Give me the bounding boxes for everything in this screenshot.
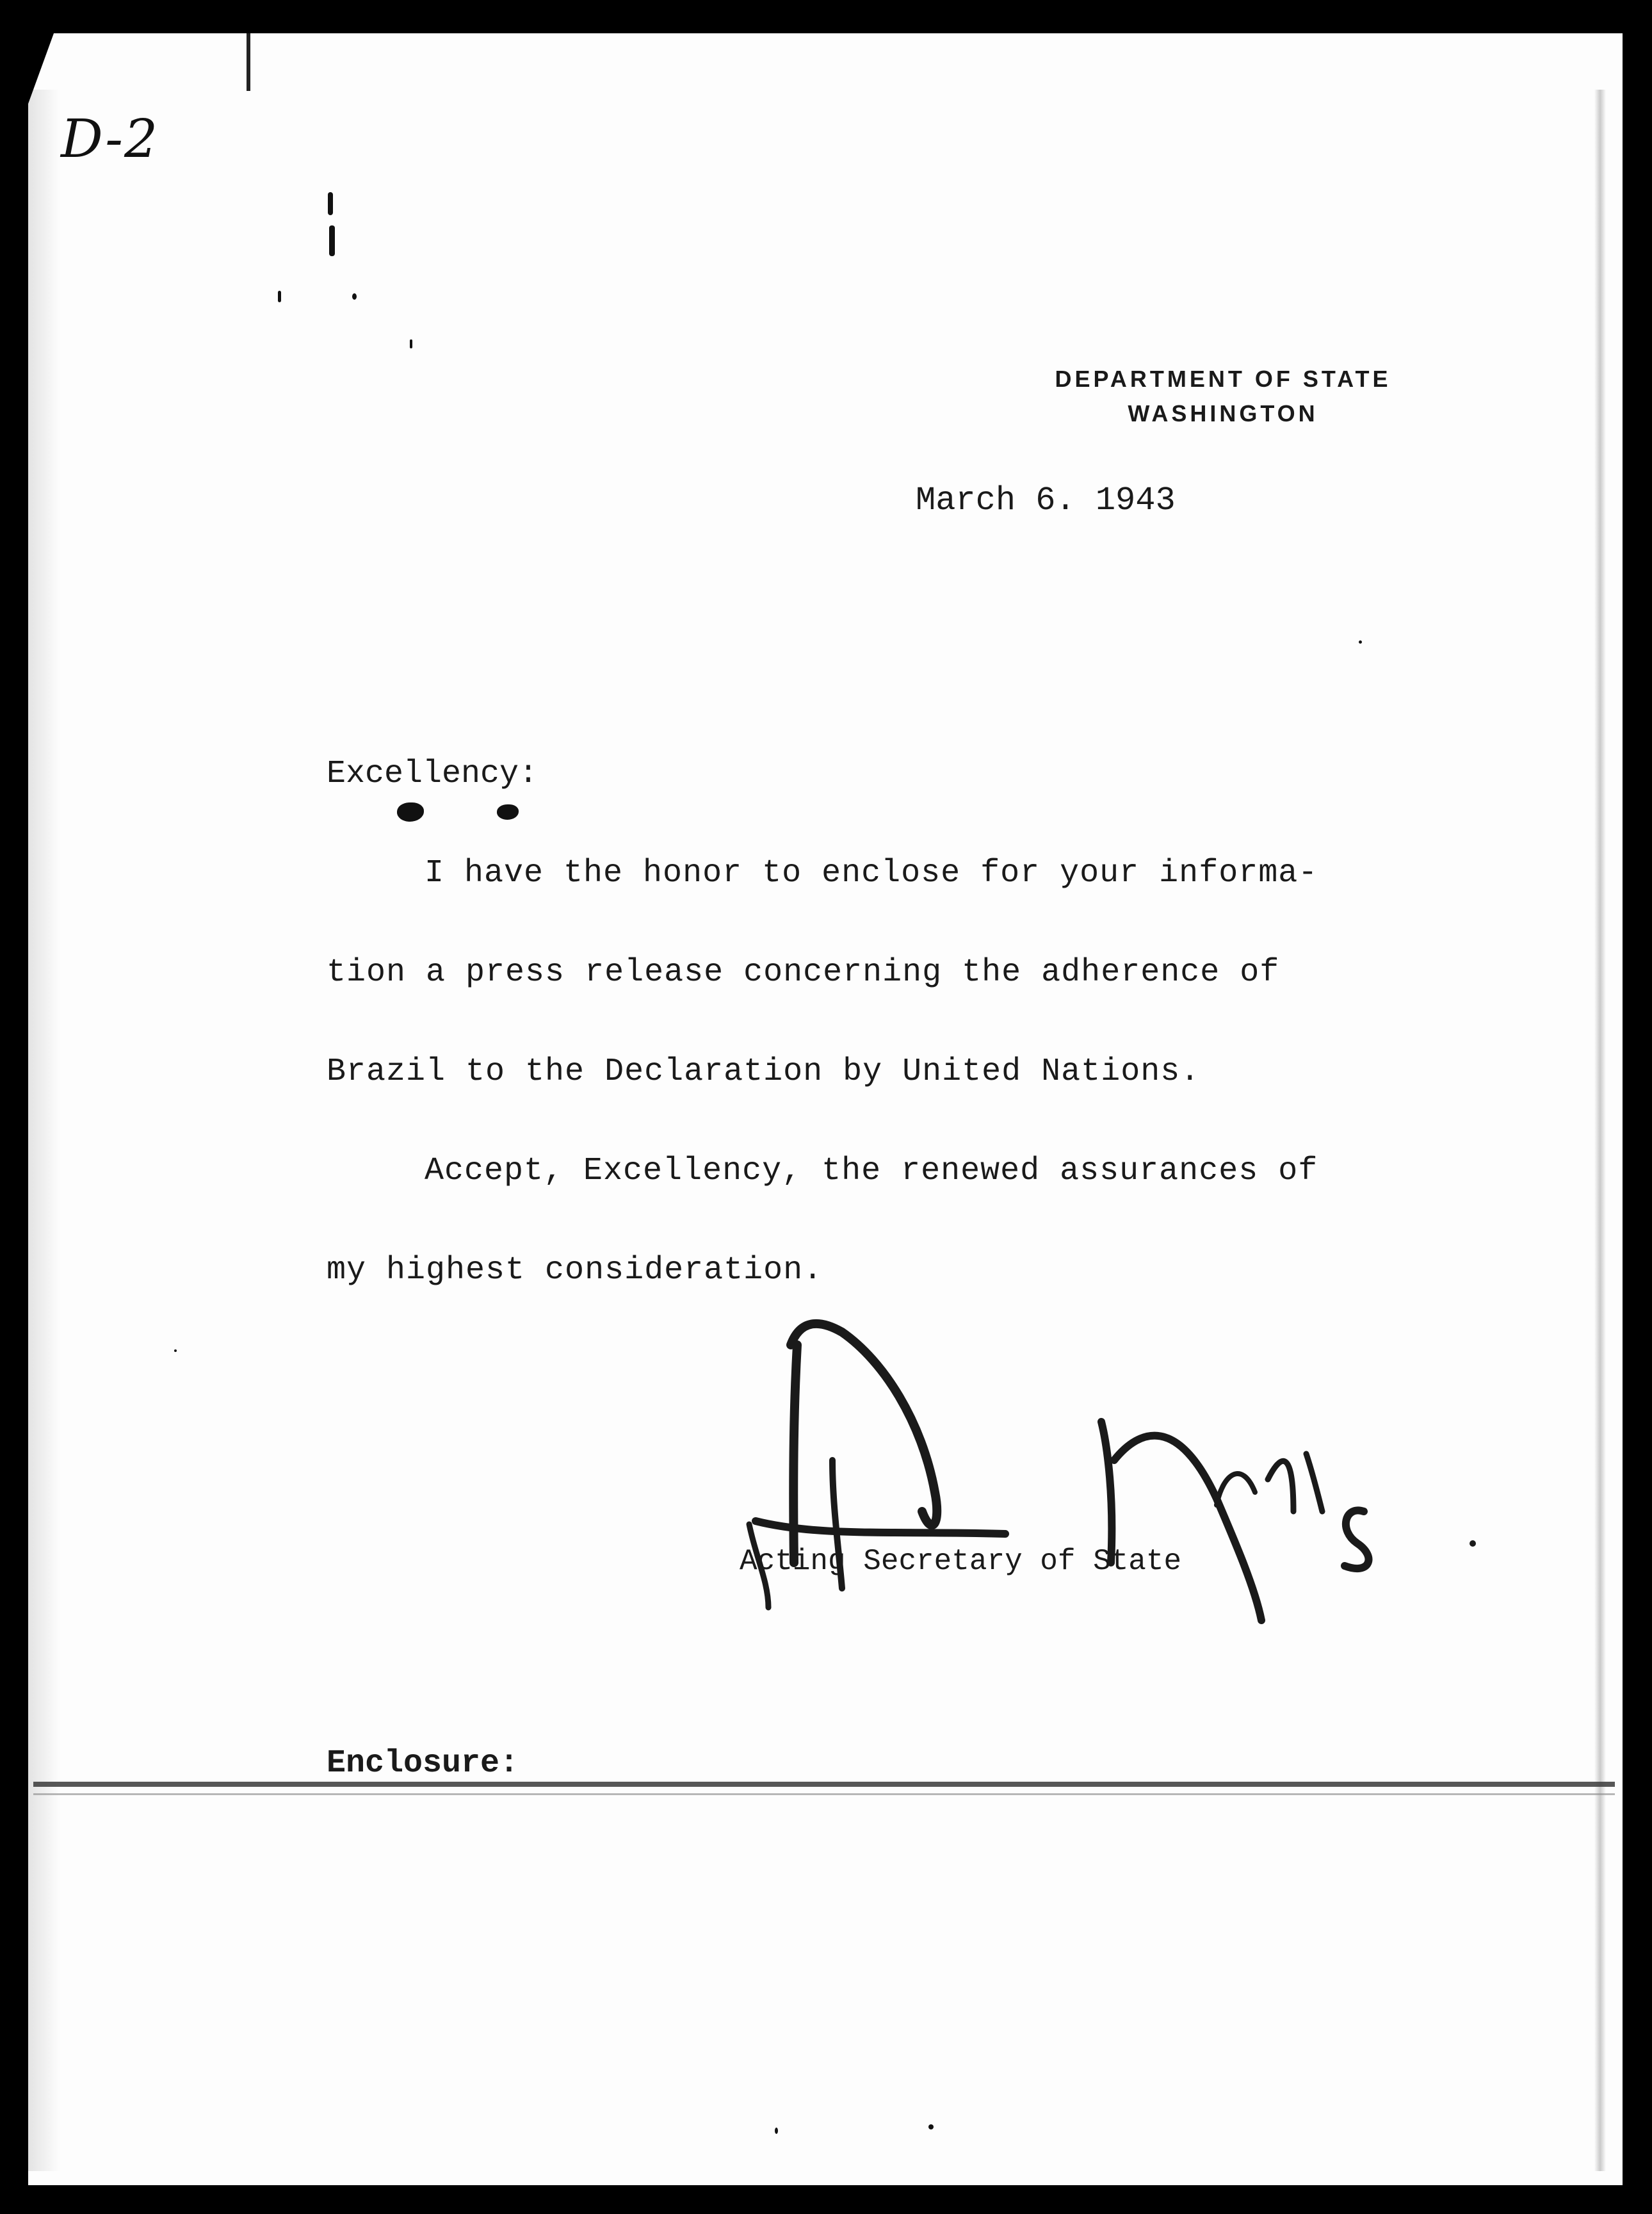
ink-mark — [410, 339, 412, 348]
body-line: I have the honor to enclose for your informa- — [425, 855, 1318, 891]
handwritten-marginal-note: D-2 — [61, 109, 159, 170]
paper-left-shadow — [28, 90, 60, 2171]
speck — [1359, 640, 1362, 644]
speck — [174, 1349, 177, 1352]
paper-right-shadow — [1594, 90, 1606, 2171]
letterhead — [999, 362, 1447, 431]
handwritten-signature — [730, 1306, 1498, 1640]
enclosure-label: Enclosure: — [327, 1745, 519, 1782]
letter-page — [28, 33, 1623, 2185]
body-line: tion a press release concerning the adherence of — [327, 954, 1280, 991]
signature-title: Acting Secretary of State — [740, 1545, 1182, 1578]
speck — [928, 2124, 934, 2129]
ink-mark — [329, 225, 335, 256]
ink-mark — [328, 192, 333, 215]
body-line: my highest consideration. — [327, 1252, 823, 1289]
letterhead-department: DEPARTMENT OF STATE — [1055, 366, 1391, 392]
ink-mark — [278, 291, 281, 302]
body-line: Accept, Excellency, the renewed assurances of — [425, 1153, 1318, 1189]
speck — [775, 2128, 778, 2134]
folded-corner — [28, 33, 54, 104]
ink-mark — [352, 293, 357, 300]
salutation: Excellency: — [327, 756, 539, 792]
top-tab-edge — [247, 33, 250, 91]
letterhead-city: WASHINGTON — [1128, 400, 1318, 427]
letter-date: March 6. 1943 — [916, 482, 1176, 519]
body-line: Brazil to the Declaration by United Nations. — [327, 1054, 1201, 1090]
underlying-sheet-shadow — [33, 1793, 1615, 1795]
underlying-sheet-edge — [33, 1782, 1615, 1787]
